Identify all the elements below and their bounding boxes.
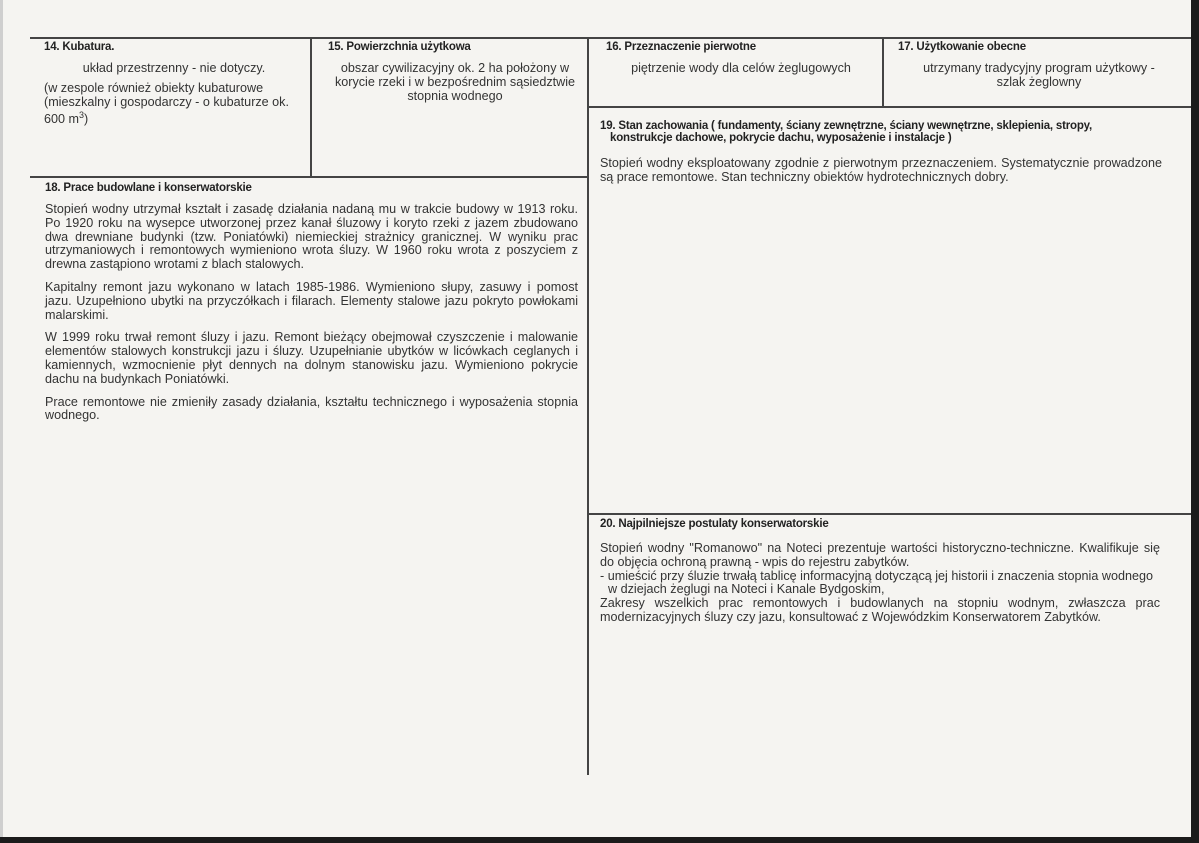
rule-under-14-15: [30, 176, 589, 178]
section-15-powierzchnia: [328, 41, 582, 103]
section-19-title-line1: 19. Stan zachowania ( fundamenty, ściany zewnętrzne, ściany wewnętrzne, sklepienia, stropy,: [600, 120, 1093, 132]
section-14-line1: układ przestrzenny - nie dotyczy.: [82, 61, 266, 75]
scan-edge-bottom: [0, 837, 1199, 843]
section-15-text: obszar cywilizacyjny ok. 2 ha położony w korycie rzeki i w bezpośrednim sąsiedztwie stopnia wodnego: [334, 61, 576, 103]
section-14-sup: 3: [79, 110, 85, 121]
section-19-title-line2: konstrukcje dachowe, pokrycie dachu, wyposażenie i instalacje ): [610, 132, 952, 144]
section-17-text: utrzymany tradycyjny program użytkowy - szlak żeglowny: [923, 61, 1155, 89]
table-top-border: [30, 37, 1199, 39]
section-14-title: 14. Kubatura.: [44, 41, 115, 53]
section-18-paragraph: Kapitalny remont jazu wykonano w latach 1985-1986. Wymieniono słupy, zasuwy i pomost jazu. Uzupełniono ubytki na przyczółkach i filarach. Elementy stalowe jazu pokryto powłokami malarskimi.: [45, 279, 578, 322]
rule-above-20: [587, 513, 1199, 515]
section-20-line1: Stopień wodny "Romanowo" na Noteci prezentuje wartości historyczno-techniczne. Kwalifikuje się do objęcia ochroną prawną - wpis do rejestru zabytków.: [600, 541, 1160, 569]
section-14-kubatura: [44, 41, 304, 127]
divider-16-17: [882, 37, 884, 107]
section-14-line2: [44, 82, 302, 128]
section-14-line2-text: (w zespole również obiekty kubaturowe (mieszkalny i gospodarczy - o kubaturze ok. 600 m: [44, 80, 289, 127]
section-18-prace: [45, 182, 578, 432]
section-20-title: 20. Najpilniejsze postulaty konserwatorskie: [600, 518, 829, 530]
section-19-stan: [600, 120, 1162, 185]
divider-14-15: [310, 37, 312, 178]
section-14-close: ): [84, 112, 89, 127]
section-16-text: piętrzenie wody dla celów żeglugowych: [631, 61, 851, 75]
rule-under-16-17: [587, 106, 1199, 108]
section-16-title: 16. Przeznaczenie pierwotne: [606, 41, 756, 53]
section-18-paragraph: W 1999 roku trwał remont śluzy i jazu. Remont bieżący obejmował czyszczenie i malowanie elementów stalowych konstrukcji jazu i śluzy. Uzupełnianie ubytków w licówkach ceglanych i kamiennych, wzmocnienie płyt dennych na dolnym stanowisku jazu. Wymieniono pokrycie dachu na budynkach Poniatówki.: [45, 330, 578, 386]
section-18-body: [45, 203, 578, 423]
section-16-przeznaczenie: [606, 41, 876, 76]
section-20-postulaty: [600, 518, 1160, 625]
section-19-text: Stopień wodny eksploatowany zgodnie z pierwotnym przeznaczeniem. Systematycznie prowadzone są prace remontowe. Stan techniczny obiektów hydrotechnicznych dobry.: [600, 156, 1162, 184]
section-18-title: 18. Prace budowlane i konserwatorskie: [45, 182, 252, 194]
scan-edge-right: [1191, 0, 1199, 843]
section-17-title: 17. Użytkowanie obecne: [898, 41, 1026, 53]
section-18-paragraph: Stopień wodny utrzymał kształt i zasadę działania nadaną mu w trakcie budowy w 1913 roku. Po 1920 roku na wysepce utworzonej przez kanał śluzowy i koryto rzeki z jazem zbudowano dwa drewniane budynki (tzw. Poniatówki) niemieckiej strażnicy granicznej. W wyniku prac utrzymaniowych i remontowych wymieniono wrota śluzy. W 1960 roku wrota z poszyciem z drewna zastąpiono wrotami z blach stalowych.: [45, 202, 578, 272]
section-20-line2: - umieścić przy śluzie trwałą tablicę informacyjną dotyczącą jej historii i znaczenia stopnia wodnego w dziejach żeglugi na Noteci i Kanale Bydgoskim,: [600, 568, 1153, 597]
scan-edge-left: [0, 0, 3, 843]
section-17-uzytkowanie: [898, 41, 1180, 90]
divider-left-right: [587, 37, 589, 775]
section-18-paragraph: Prace remontowe nie zmieniły zasady działania, kształtu technicznego i wyposażenia stopnia wodnego.: [45, 394, 578, 423]
section-20-line3: Zakresy wszelkich prac remontowych i budowlanych na stopniu wodnym, zwłaszcza prac modernizacyjnych śluzy czy jazu, konsultować z Wojewódzkim Konserwatorem Zabytków.: [600, 596, 1160, 624]
section-15-title: 15. Powierzchnia użytkowa: [328, 41, 471, 53]
